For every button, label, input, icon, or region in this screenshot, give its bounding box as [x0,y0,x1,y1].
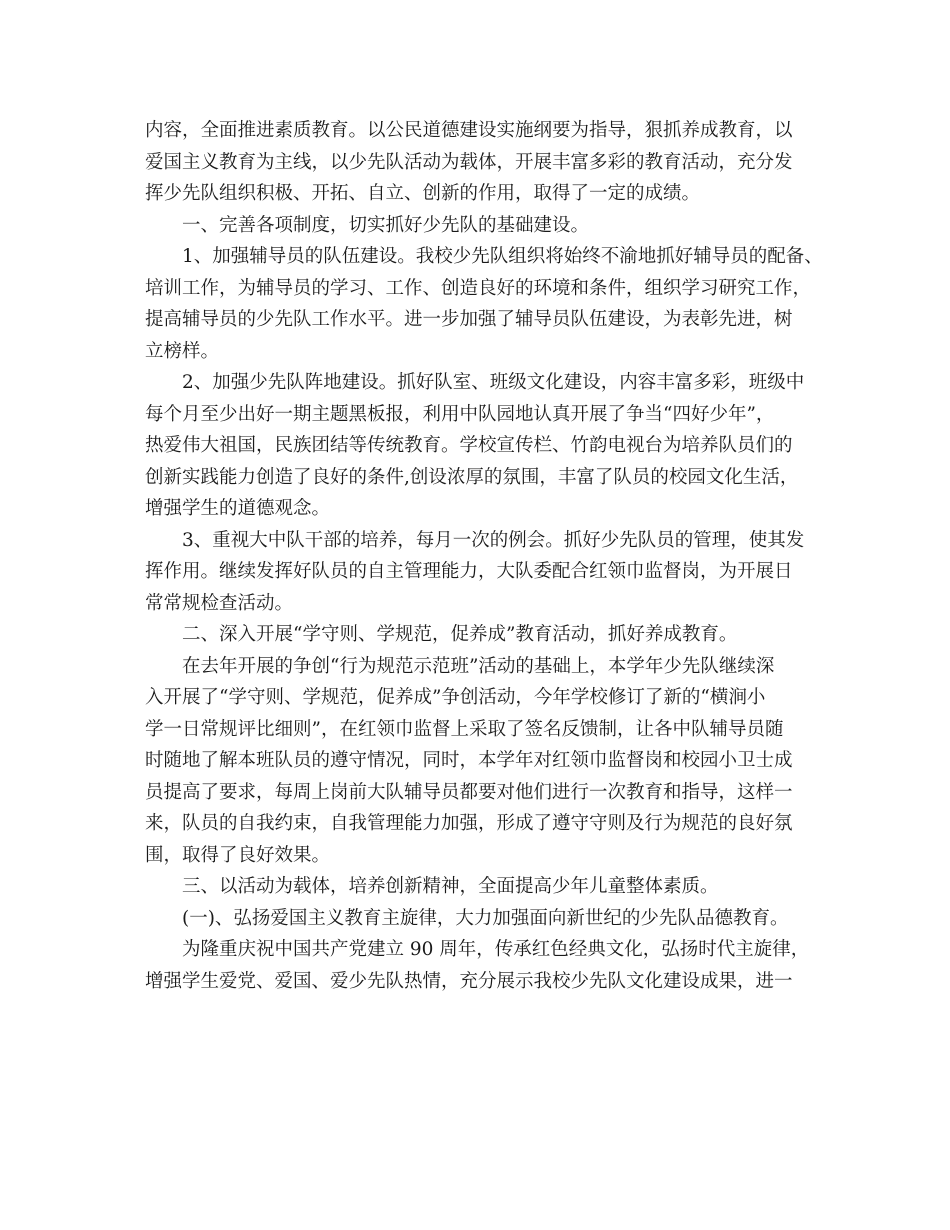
text-line: 创新实践能力创造了良好的条件,创设浓厚的氛围，丰富了队员的校园文化生活， [145,466,799,488]
text-line: 学一日常规评比细则”，在红领巾监督上采取了签名反馈制，让各中队辅导员随 [145,718,784,740]
text-line: 二、深入开展“学守则、学规范，促养成”教育活动，抓好养成教育。 [182,624,738,645]
text-line: 入开展了“学守则、学规范，促养成”争创活动，今年学校修订了新的“横涧小 [145,687,766,708]
document-body [145,115,823,997]
text-line: 爱国主义教育为主线，以少先队活动为载体，开展丰富多彩的教育活动，充分发 [145,151,793,173]
text-line: 一、完善各项制度，切实抓好少先队的基础建设。 [182,214,590,236]
text-line: 1、加强辅导员的队伍建设。我校少先队组织将始终不渝地抓好辅导员的配备、 [182,246,823,267]
text-line: 增强学生的道德观念。 [145,498,331,519]
text-line: 热爱伟大祖国，民族团结等传统教育。学校宣传栏、竹韵电视台为培养队员们的 [145,435,793,456]
text-line: 挥少先队组织积极、开拓、自立、创新的作用，取得了一定的成绩。 [145,183,701,204]
text-line: 立榜样。 [145,340,220,362]
text-line: 为隆重庆祝中国共产党建立 90 周年，传承红色经典文化，弘扬时代主旋律， [182,939,810,960]
text-line: 增强学生爱党、爱国、爱少先队热情，充分展示我校少先队文化建设成果，进一 [145,970,793,992]
text-line: (一)、弘扬爱国主义教育主旋律，大力加强面向新世纪的少先队品德教育。 [182,907,789,929]
text-line: 培训工作，为辅导员的学习、工作、创造良好的环境和条件，组织学习研究工作， [145,277,812,299]
text-line: 时随地了解本班队员的遵守情况，同时，本学年对红领巾监督岗和校园小卫士成 [145,750,793,771]
text-line: 挥作用。继续发挥好队员的自主管理能力，大队委配合红领巾监督岗，为开展日 [145,561,793,582]
text-line: 提高辅导员的少先队工作水平。进一步加强了辅导员队伍建设，为表彰先进，树 [145,309,793,330]
text-line: 每个月至少出好一期主题黑板报，利用中队园地认真开展了争当“四好少年”， [145,403,775,425]
text-line: 内容，全面推进素质教育。以公民道德建设实施纲要为指导，狠抓养成教育，以 [145,120,793,141]
text-line: 常常规检查活动。 [145,592,294,614]
text-line: 3、重视大中队干部的培养，每月一次的例会。抓好少先队员的管理，使其发 [182,529,805,551]
text-line: 围，取得了良好效果。 [145,844,331,866]
text-line: 2、加强少先队阵地建设。抓好队室、班级文化建设，内容丰富多彩，班级中 [182,372,805,393]
text-line: 三、以活动为载体，培养创新精神，全面提高少年儿童整体素质。 [182,876,719,897]
text-line: 员提高了要求，每周上岗前大队辅导员都要对他们进行一次教育和指导，这样一 [145,781,793,803]
text-line: 来，队员的自我约束，自我管理能力加强，形成了遵守守则及行为规范的良好氛 [145,813,793,834]
text-line: 在去年开展的争创“行为规范示范班”活动的基础上，本学年少先队继续深 [182,655,775,677]
